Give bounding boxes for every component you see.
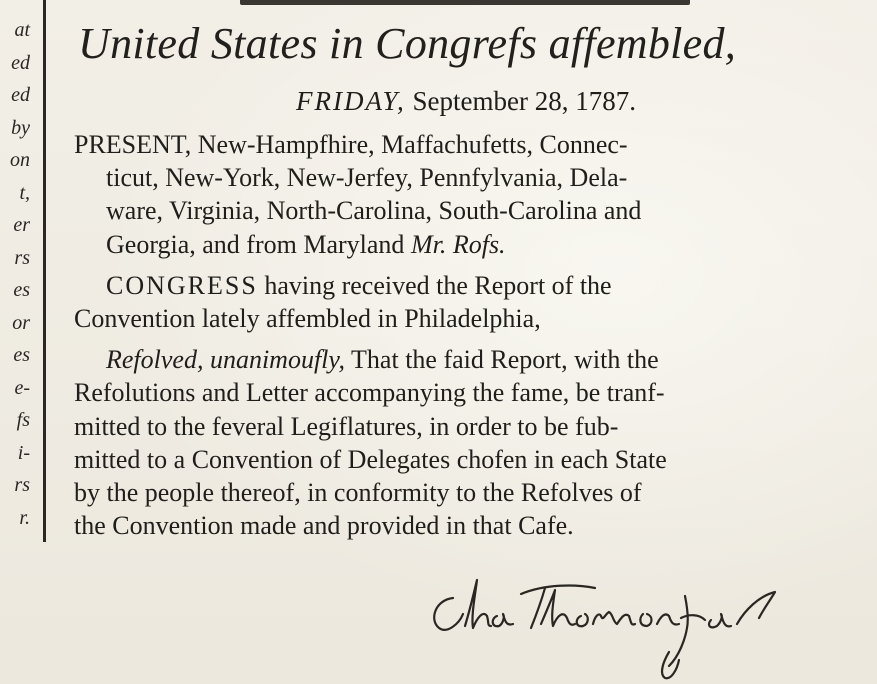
congress-line: Convention lately affembled in Philadelphia, [74,304,541,334]
margin-fragment: er [13,214,30,236]
resolution-body [74,128,790,542]
dateline [296,82,636,120]
present-paragraph [74,128,790,261]
margin-fragment: e- [14,376,30,399]
margin-fragment: i- [17,441,30,464]
delegate-name: Mr. Rofs. [410,229,506,259]
heading: United States in Congrefs affembled, [78,19,737,68]
margin-fragment: at [14,19,30,41]
congress-line: having received the Report of the [264,270,612,300]
margin-fragment: rs [14,246,30,269]
resolved-lead: Refolved, unanimoufly, [106,345,346,375]
dateline-day: FRIDAY, [296,86,406,116]
resolution-paragraph [74,343,790,542]
column-divider [43,0,46,542]
margin-fragment: ed [11,51,30,74]
margin-fragment: ed [11,84,30,106]
margin-fragment: r. [19,506,30,529]
margin-fragment: by [11,116,30,139]
margin-fragment: fs [16,409,30,431]
present-line: ware, Virginia, North-Carolina, South-Carolina and [106,196,642,226]
margin-fragment: or [12,311,30,334]
margin-fragment: rs [14,474,30,496]
resolution-line: mitted to the feveral Legiflatures, in order to be fub- [74,411,619,441]
margin-fragment: es [13,344,30,366]
margin-fragment: on [10,149,30,171]
previous-column-fragments [0,14,30,534]
margin-fragment: es [13,279,30,301]
resolution-line: That the faid Report, with the [351,345,659,375]
resolution-line: mitted to a Convention of Delegates chofen in each State [74,444,667,474]
congress-word: CONGRESS [106,270,258,300]
top-rule [240,0,690,5]
resolution-line: the Convention made and provided in that Cafe. [74,511,574,541]
resolution-line: by the people thereof, in conformity to the Refolves of [74,478,642,508]
present-line: ticut, New-York, New-Jerfey, Pennfylvania, Dela- [106,163,628,193]
present-line: Georgia, and from Maryland [106,229,405,259]
dateline-date: September 28, 1787. [412,86,636,116]
resolution-line: Refolutions and Letter accompanying the fame, be tranf- [74,378,665,408]
signature [425,566,805,684]
present-line: PRESENT, New-Hampfhire, Maffachufetts, Connec- [74,130,628,159]
congress-paragraph [74,269,790,335]
margin-fragment: t, [19,181,30,204]
